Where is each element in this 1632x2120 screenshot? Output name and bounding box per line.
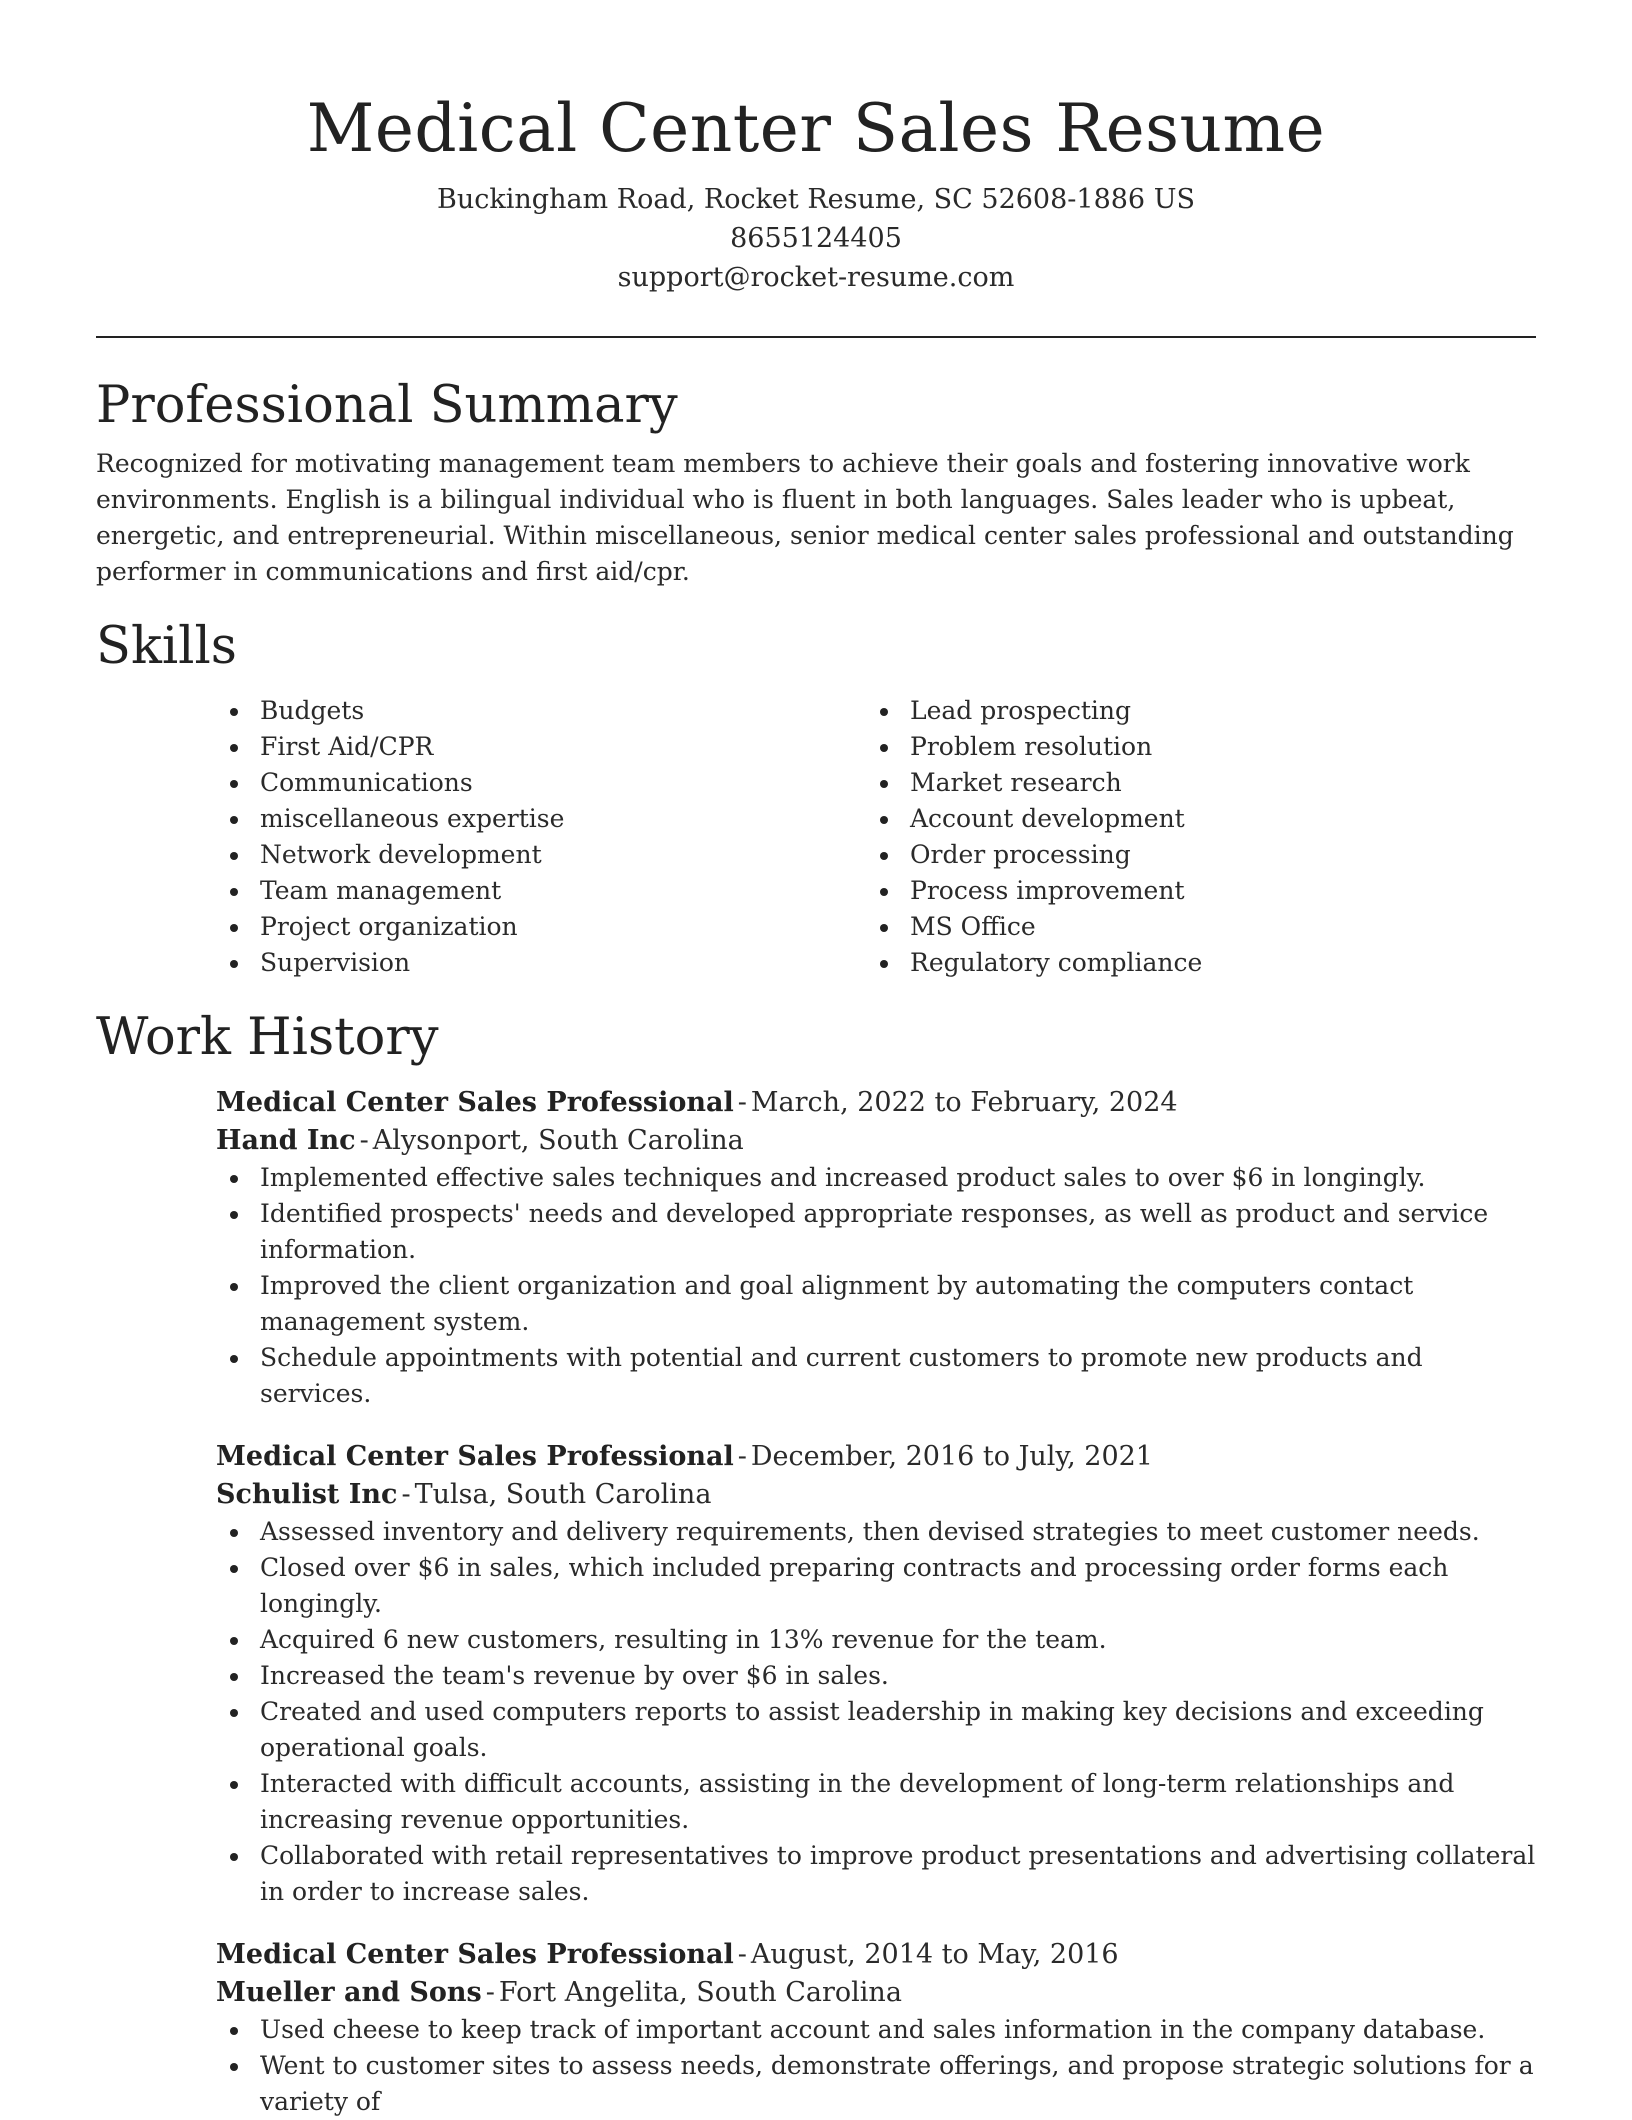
bullet-text: Lead prospecting <box>910 696 1132 725</box>
header-divider <box>96 336 1536 338</box>
bullet-text: Schedule appointments with potential and current customers to promote new products and services. <box>260 1343 1423 1408</box>
job-bullet <box>260 1550 1536 1622</box>
bullet-dot-icon <box>230 744 238 752</box>
bullet-dot-icon <box>230 1211 238 1219</box>
bullet-dot-icon <box>230 924 238 932</box>
contact-block <box>96 180 1536 297</box>
job-bullet <box>260 1766 1536 1838</box>
bullet-dot-icon <box>880 816 888 824</box>
job-title-line <box>216 1438 1536 1476</box>
skills-list-right <box>866 693 1516 981</box>
job-bullet <box>260 1838 1536 1910</box>
skills-section <box>96 615 1536 981</box>
skill-item <box>910 801 1516 837</box>
skills-column-left <box>216 693 866 981</box>
job-bullet-list <box>96 2012 1536 2120</box>
bullet-text: Project organization <box>260 912 518 941</box>
skill-item <box>910 945 1516 981</box>
job-bullet <box>260 1622 1536 1658</box>
bullet-dot-icon <box>230 2063 238 2071</box>
bullet-dot-icon <box>230 1709 238 1717</box>
job-header <box>216 1438 1536 1514</box>
skill-item <box>260 729 866 765</box>
job-title-line <box>216 1084 1536 1122</box>
contact-phone: 8655124405 <box>730 223 902 254</box>
resume-page <box>96 0 1536 2120</box>
skill-item <box>910 873 1516 909</box>
bullet-dot-icon <box>230 1355 238 1363</box>
job-bullet <box>260 1658 1536 1694</box>
separator: - <box>359 1125 369 1156</box>
job-company: Schulist Inc <box>216 1479 398 1510</box>
separator: - <box>401 1479 411 1510</box>
bullet-text: Acquired 6 new customers, resulting in 13% revenue for the team. <box>260 1625 1107 1654</box>
bullet-dot-icon <box>230 1673 238 1681</box>
bullet-dot-icon <box>230 816 238 824</box>
separator: - <box>737 1939 747 1970</box>
skill-item <box>260 909 866 945</box>
bullet-dot-icon <box>230 960 238 968</box>
job-location: Alysonport, South Carolina <box>372 1125 744 1156</box>
work-section <box>96 1006 1536 2120</box>
bullet-text: First Aid/CPR <box>260 732 434 761</box>
bullet-text: Network development <box>260 840 542 869</box>
bullet-dot-icon <box>230 1781 238 1789</box>
job-dates: August, 2014 to May, 2016 <box>750 1939 1119 1970</box>
skill-item <box>910 837 1516 873</box>
bullet-text: Identified prospects' needs and developed appropriate responses, as well as product and service information. <box>260 1199 1489 1264</box>
job-location: Fort Angelita, South Carolina <box>498 1977 902 2008</box>
job-company-line <box>216 1974 1536 2012</box>
bullet-text: Created and used computers reports to assist leadership in making key decisions and exceeding operational goals. <box>260 1697 1484 1762</box>
bullet-text: Improved the client organization and goal alignment by automating the computers contact management system. <box>260 1271 1414 1336</box>
job-title-line <box>216 1936 1536 1974</box>
bullet-text: Order processing <box>910 840 1131 869</box>
summary-section <box>96 374 1536 590</box>
skill-item <box>260 945 866 981</box>
contact-address: Buckingham Road, Rocket Resume, SC 52608-1886 US <box>437 184 1195 215</box>
bullet-dot-icon <box>880 852 888 860</box>
job-position: Medical Center Sales Professional <box>216 1939 734 1970</box>
skill-item <box>260 873 866 909</box>
job-dates: March, 2022 to February, 2024 <box>750 1087 1178 1118</box>
bullet-text: Went to customer sites to assess needs, demonstrate offerings, and propose strategic solutions for a variety of <box>260 2051 1534 2116</box>
skill-item <box>910 729 1516 765</box>
bullet-text: Closed over $6 in sales, which included preparing contracts and processing order forms each longingly. <box>260 1553 1449 1618</box>
bullet-text: Account development <box>910 804 1185 833</box>
work-heading: Work History <box>96 1008 439 1067</box>
bullet-text: Regulatory compliance <box>910 948 1203 977</box>
resume-title: Medical Center Sales Resume <box>306 90 1326 167</box>
bullet-text: Increased the team's revenue by over $6 in sales. <box>260 1661 889 1690</box>
bullet-text: Problem resolution <box>910 732 1153 761</box>
job-header <box>216 1084 1536 1160</box>
bullet-text: Communications <box>260 768 473 797</box>
job-entry <box>96 1438 1536 1910</box>
skill-item <box>910 909 1516 945</box>
skill-item <box>910 765 1516 801</box>
bullet-text: Implemented effective sales techniques and increased product sales to over $6 in longingly. <box>260 1163 1426 1192</box>
skill-item <box>260 801 866 837</box>
job-entry <box>96 1084 1536 1412</box>
skill-item <box>260 837 866 873</box>
summary-text: Recognized for motivating management team members to achieve their goals and fostering innovative work environments. English is a bilingual individual who is fluent in both languages. Sales leader who is upbeat, energetic, and entrepreneurial. Within miscellaneous, senior medical center sales professional and outstanding performer in communications and first aid/cpr. <box>96 449 1514 586</box>
bullet-text: MS Office <box>910 912 1036 941</box>
bullet-dot-icon <box>230 1853 238 1861</box>
bullet-dot-icon <box>230 1637 238 1645</box>
bullet-dot-icon <box>230 708 238 716</box>
job-bullet <box>260 1196 1536 1268</box>
bullet-dot-icon <box>880 780 888 788</box>
skill-item <box>260 765 866 801</box>
bullet-text: Assessed inventory and delivery requirements, then devised strategies to meet customer needs. <box>260 1517 1480 1546</box>
bullet-text: Used cheese to keep track of important account and sales information in the company database. <box>260 2015 1486 2044</box>
job-bullet <box>260 1160 1536 1196</box>
bullet-dot-icon <box>230 2027 238 2035</box>
job-bullet <box>260 1514 1536 1550</box>
bullet-text: Team management <box>260 876 502 905</box>
skill-item <box>260 693 866 729</box>
job-position: Medical Center Sales Professional <box>216 1087 734 1118</box>
bullet-dot-icon <box>230 852 238 860</box>
job-bullet <box>260 1340 1536 1412</box>
job-entry <box>96 1936 1536 2120</box>
bullet-dot-icon <box>880 924 888 932</box>
bullet-dot-icon <box>880 888 888 896</box>
bullet-text: miscellaneous expertise <box>260 804 565 833</box>
contact-email: support@rocket-resume.com <box>617 262 1015 293</box>
bullet-dot-icon <box>230 780 238 788</box>
bullet-dot-icon <box>230 1175 238 1183</box>
job-bullet-list <box>96 1160 1536 1412</box>
bullet-dot-icon <box>230 888 238 896</box>
job-company: Hand Inc <box>216 1125 356 1156</box>
job-bullet <box>260 1268 1536 1340</box>
job-bullet <box>260 2048 1536 2120</box>
bullet-text: Collaborated with retail representatives to improve product presentations and advertising collateral in order to increase sales. <box>260 1841 1536 1906</box>
skills-grid <box>216 693 1536 981</box>
bullet-dot-icon <box>230 1283 238 1291</box>
bullet-text: Interacted with difficult accounts, assisting in the development of long-term relationships and increasing revenue opportunities. <box>260 1769 1455 1834</box>
job-company: Mueller and Sons <box>216 1977 482 2008</box>
job-bullet <box>260 1694 1536 1766</box>
bullet-dot-icon <box>230 1529 238 1537</box>
job-bullet-list <box>96 1514 1536 1910</box>
bullet-text: Process improvement <box>910 876 1185 905</box>
bullet-dot-icon <box>880 960 888 968</box>
bullet-dot-icon <box>880 744 888 752</box>
bullet-dot-icon <box>230 1565 238 1573</box>
skills-heading: Skills <box>96 617 237 676</box>
job-header <box>216 1936 1536 2012</box>
separator: - <box>485 1977 495 2008</box>
separator: - <box>737 1441 747 1472</box>
bullet-dot-icon <box>880 708 888 716</box>
skills-column-right <box>866 693 1516 981</box>
job-position: Medical Center Sales Professional <box>216 1441 734 1472</box>
job-location: Tulsa, South Carolina <box>414 1479 712 1510</box>
bullet-text: Budgets <box>260 696 365 725</box>
skill-item <box>910 693 1516 729</box>
job-company-line <box>216 1476 1536 1514</box>
separator: - <box>737 1087 747 1118</box>
bullet-text: Supervision <box>260 948 411 977</box>
job-bullet <box>260 2012 1536 2048</box>
job-company-line <box>216 1122 1536 1160</box>
job-dates: December, 2016 to July, 2021 <box>750 1441 1153 1472</box>
skills-list-left <box>216 693 866 981</box>
summary-heading: Professional Summary <box>96 376 678 435</box>
resume-header <box>96 0 1536 297</box>
job-list <box>96 1084 1536 2120</box>
bullet-text: Market research <box>910 768 1122 797</box>
